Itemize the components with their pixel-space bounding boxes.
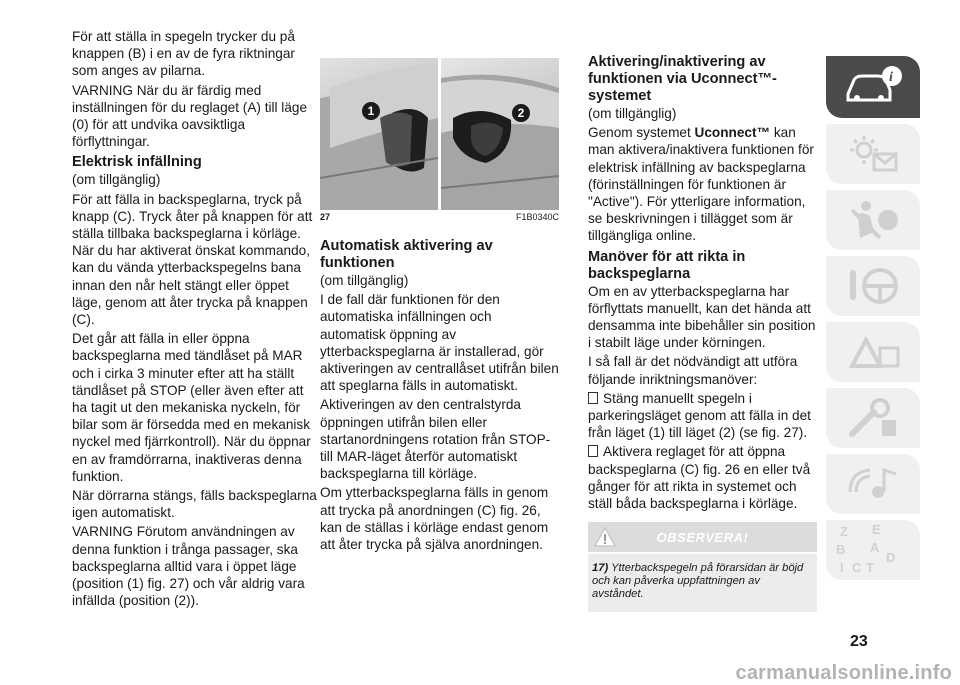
- mirror-folded-drawing: [441, 58, 559, 210]
- callout-2: 2: [512, 104, 530, 122]
- section-heading-electric-folding: Elektrisk infällning: [72, 154, 202, 171]
- text-span: Genom systemet: [588, 125, 695, 141]
- index-letter: A: [870, 540, 880, 555]
- index-letter: I: [840, 560, 844, 574]
- figure-27-mirror-illustration: [320, 58, 559, 210]
- paragraph: I de fall där funktionen för den automatiska infällningen och automatisk öppning av ytterbackspeglarna är installerad, gör aktiveringen av centrallåset utifrån bilen att speglarna fälls in automatiskt.: [320, 292, 559, 394]
- tab-emergency[interactable]: [826, 322, 920, 382]
- index-letter: C: [852, 560, 862, 574]
- tab-airbag-safety[interactable]: [826, 190, 920, 250]
- warning-box-body: [588, 554, 817, 612]
- svg-text:i: i: [889, 70, 893, 85]
- warning-paragraph: VARNING Förutom användningen av denna funktion i trånga passager, ska backspeglarna alltid vara i öppet läge (position (1) fig. 27) och vår aldrig vara infällda (position (2)).: [72, 524, 305, 609]
- tab-alphabetical-index[interactable]: [826, 520, 920, 580]
- section-heading-uconnect: Aktivering/inaktivering av funktionen via Uconnect™-systemet: [588, 54, 777, 104]
- tab-car-info[interactable]: [826, 56, 920, 118]
- paragraph: För att fälla in backspeglarna, tryck på knapp (C). Tryck åter på knappen för att ställa tillbaka backspeglarna i körläge. När du har aktiverat önskat kommando, kan du vända ytterbackspegelns bana innan den når helt stängt eller öppet läge, genom att åter trycka på knappen (C).: [72, 191, 313, 328]
- dashboard-lights-icon: [844, 132, 904, 178]
- warning-title: OBSERVERA!: [656, 530, 749, 545]
- list-item: [588, 443, 816, 512]
- mirror-open-drawing: [320, 58, 438, 210]
- brand-name: Uconnect™: [694, 125, 771, 141]
- column-right: [588, 54, 816, 514]
- index-letter: Z: [840, 524, 848, 539]
- maintenance-icon: [844, 396, 904, 442]
- list-item: [588, 390, 816, 442]
- section-heading-alignment: Manöver för att rikta in backspeglarna: [588, 248, 746, 282]
- steering-wheel-icon: [844, 264, 904, 310]
- index-letter: T: [866, 560, 874, 574]
- tab-dashboard-lights[interactable]: [826, 124, 920, 184]
- paragraph: När dörrarna stängs, fälls backspeglarna igen automatiskt.: [72, 488, 317, 521]
- warning-text: Ytterbackspegeln på förarsidan är böjd och kan påverka uppfattningen av avståndet.: [592, 562, 804, 600]
- paragraph: I så fall är det nödvändigt att utföra följande inriktningsmanöver:: [588, 354, 798, 387]
- callout-1: 1: [362, 102, 380, 120]
- section-heading-automatic-activation: Automatisk aktivering av funktionen: [320, 238, 493, 271]
- column-middle: [320, 238, 560, 555]
- warning-paragraph: VARNING När du är färdig med inställningen för du reglaget (A) till läge (0) för att undvika oavsiktliga förflyttningar.: [72, 82, 308, 150]
- car-info-icon: [844, 64, 904, 110]
- figure-caption: [320, 212, 559, 222]
- tab-multimedia[interactable]: [826, 454, 920, 514]
- alphabetical-index-icon: [836, 522, 906, 574]
- page-number: 23: [850, 633, 868, 650]
- airbag-safety-icon: [844, 198, 904, 244]
- figure-number: 27: [320, 212, 331, 222]
- paragraph: Det går att fälla in eller öppna backspeglarna med tändlåset på MAR och i cirka 3 minuter efter att ha ställt tändlåset på STOP (eller även efter att ha tagit ut den mekaniska nyckeln, för bilar som är försedda med en mekanisk nyckel med fjärrkontroll). När du öppnar en av framdörrarna, inaktiveras denna funktion.: [72, 331, 311, 484]
- paragraph: För att ställa in spegeln trycker du på knappen (B) i en av de fyra riktningar som anges av pilarna.: [72, 29, 295, 79]
- availability-note: (om tillgänglig): [72, 172, 161, 188]
- index-letter: E: [872, 522, 881, 537]
- index-letter: D: [886, 550, 896, 565]
- warning-box-header: [588, 522, 817, 552]
- paragraph: Aktiveringen av den centralstyrda öppningen utifrån bilen eller startanordningens rotation från STOP-till MAR-läget återför automatiskt backspeglarna till körläge.: [320, 397, 551, 482]
- paragraph: Om en av ytterbackspeglarna har förflyttats manuellt, kan det hända att densamma inte bibehåller sin position i stabilt läge under körningen.: [588, 283, 816, 351]
- availability-note: (om tillgänglig): [588, 106, 677, 121]
- paragraph: Om ytterbackspeglarna fälls in genom att trycka på anordningen (C) fig. 26, kan de ställas i körläge endast genom att åter trycka på själva anordningen.: [320, 485, 549, 553]
- figure-code: F1B0340C: [515, 212, 559, 222]
- warning-number: 17): [592, 562, 609, 574]
- list-item-text: Aktivera reglaget för att öppna backspeglarna (C) fig. 26 en eller två gånger för att rikta in systemet och ställ båda backspeglarna i körläge.: [588, 444, 811, 512]
- mirror-folded-illustration: [441, 58, 559, 210]
- availability-note: (om tillgänglig): [320, 273, 409, 288]
- text-span: kan man aktivera/inaktivera funktionen för elektrisk infällning av backspeglarna (förinställningen för funktionen är "Active"). För ytterligare information, se beskrivningen i tillägget som är tillgängliga online.: [588, 125, 814, 244]
- index-letter: B: [836, 542, 846, 557]
- multimedia-icon: [844, 462, 904, 508]
- bullet-icon: [588, 445, 598, 457]
- watermark-footer: carmanualsonline.info: [735, 662, 952, 684]
- list-item-text: Stäng manuellt spegeln i parkeringsläget genom att fälla in det från läget (1) till läget (2) (se fig. 27).: [588, 390, 811, 441]
- paragraph: [588, 124, 816, 244]
- tab-maintenance[interactable]: [826, 388, 920, 448]
- chapter-tabs: [826, 56, 924, 586]
- warning-triangle-icon: [844, 330, 904, 376]
- mirror-open-illustration: [320, 58, 438, 210]
- tab-steering-wheel[interactable]: [826, 256, 920, 316]
- column-left: [72, 28, 322, 612]
- bullet-icon: [588, 392, 598, 404]
